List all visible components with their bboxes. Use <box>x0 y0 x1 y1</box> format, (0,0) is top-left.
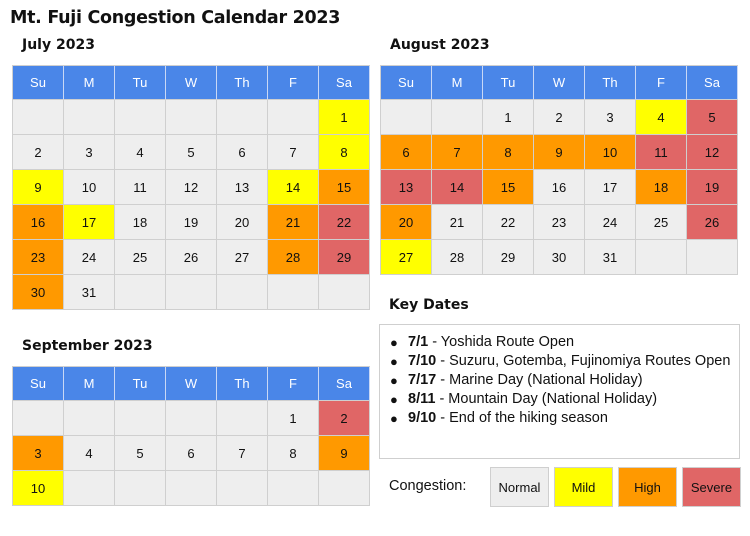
key-date-text: - Mountain Day (National Holiday) <box>435 391 658 407</box>
day-cell: 2 <box>13 135 64 170</box>
day-cell: 13 <box>217 170 268 205</box>
day-cell: 11 <box>636 135 687 170</box>
key-date-text: - Marine Day (National Holiday) <box>436 372 643 388</box>
day-cell: 26 <box>687 205 738 240</box>
empty-cell <box>687 240 738 275</box>
weekday-header: Tu <box>483 66 534 100</box>
day-cell: 26 <box>166 240 217 275</box>
weekday-header: Th <box>217 66 268 100</box>
empty-cell <box>166 100 217 135</box>
day-cell: 7 <box>432 135 483 170</box>
weekday-header: F <box>268 367 319 401</box>
key-date-item <box>388 390 731 409</box>
page-title: Mt. Fuji Congestion Calendar 2023 <box>10 8 341 28</box>
weekday-header: W <box>534 66 585 100</box>
key-date-item <box>388 352 731 371</box>
day-cell: 25 <box>636 205 687 240</box>
month-title-august: August 2023 <box>390 37 490 53</box>
day-cell: 6 <box>217 135 268 170</box>
day-cell: 23 <box>534 205 585 240</box>
legend-severe: Severe <box>682 467 741 507</box>
day-cell: 24 <box>585 205 636 240</box>
key-date-item <box>388 409 731 428</box>
weekday-header: Tu <box>115 66 166 100</box>
day-cell: 23 <box>13 240 64 275</box>
weekday-header: W <box>166 66 217 100</box>
bullet-icon: ● <box>390 392 398 407</box>
day-cell: 29 <box>483 240 534 275</box>
day-cell: 9 <box>13 170 64 205</box>
weekday-header: W <box>166 367 217 401</box>
day-cell: 27 <box>217 240 268 275</box>
weekday-header: Sa <box>687 66 738 100</box>
day-cell: 5 <box>115 436 166 471</box>
day-cell: 18 <box>636 170 687 205</box>
day-cell: 10 <box>585 135 636 170</box>
weekday-header: Su <box>13 367 64 401</box>
empty-cell <box>381 100 432 135</box>
day-cell: 10 <box>64 170 115 205</box>
month-title-september: September 2023 <box>22 338 153 354</box>
empty-cell <box>217 401 268 436</box>
empty-cell <box>268 275 319 310</box>
day-cell: 11 <box>115 170 166 205</box>
key-dates-list <box>388 333 731 428</box>
day-cell: 20 <box>217 205 268 240</box>
key-date-text: - End of the hiking season <box>436 410 608 426</box>
day-cell: 1 <box>319 100 370 135</box>
day-cell: 22 <box>483 205 534 240</box>
day-cell: 29 <box>319 240 370 275</box>
day-cell: 24 <box>64 240 115 275</box>
day-cell: 21 <box>268 205 319 240</box>
day-cell: 31 <box>64 275 115 310</box>
day-cell: 30 <box>534 240 585 275</box>
day-cell: 2 <box>534 100 585 135</box>
calendar-august <box>380 65 738 275</box>
key-date-date: 7/17 <box>408 372 437 388</box>
day-cell: 2 <box>319 401 370 436</box>
key-dates-title: Key Dates <box>389 297 469 313</box>
empty-cell <box>115 275 166 310</box>
month-title-july: July 2023 <box>22 37 95 53</box>
bullet-icon: ● <box>390 373 398 388</box>
weekday-header: M <box>64 367 115 401</box>
weekday-header: M <box>64 66 115 100</box>
empty-cell <box>636 240 687 275</box>
empty-cell <box>217 471 268 506</box>
day-cell: 1 <box>483 100 534 135</box>
key-date-text: - Yoshida Route Open <box>428 334 575 350</box>
day-cell: 14 <box>268 170 319 205</box>
day-cell: 17 <box>64 205 115 240</box>
day-cell: 12 <box>166 170 217 205</box>
bullet-icon: ● <box>390 354 398 369</box>
weekday-header: M <box>432 66 483 100</box>
key-dates-box <box>379 324 740 459</box>
day-cell: 9 <box>534 135 585 170</box>
day-cell: 4 <box>115 135 166 170</box>
day-cell: 27 <box>381 240 432 275</box>
empty-cell <box>166 471 217 506</box>
empty-cell <box>166 401 217 436</box>
day-cell: 30 <box>13 275 64 310</box>
day-cell: 5 <box>687 100 738 135</box>
day-cell: 16 <box>534 170 585 205</box>
day-cell: 14 <box>432 170 483 205</box>
key-date-date: 7/1 <box>408 334 429 350</box>
empty-cell <box>432 100 483 135</box>
congestion-legend-label: Congestion: <box>389 478 467 494</box>
day-cell: 15 <box>319 170 370 205</box>
weekday-header: F <box>268 66 319 100</box>
calendar-july <box>12 65 370 310</box>
day-cell: 7 <box>268 135 319 170</box>
empty-cell <box>319 275 370 310</box>
day-cell: 17 <box>585 170 636 205</box>
empty-cell <box>319 471 370 506</box>
bullet-icon: ● <box>390 335 398 350</box>
day-cell: 3 <box>585 100 636 135</box>
key-date-date: 9/10 <box>408 410 437 426</box>
day-cell: 20 <box>381 205 432 240</box>
empty-cell <box>217 275 268 310</box>
empty-cell <box>166 275 217 310</box>
key-date-date: 7/10 <box>408 353 437 369</box>
day-cell: 31 <box>585 240 636 275</box>
empty-cell <box>268 471 319 506</box>
day-cell: 22 <box>319 205 370 240</box>
day-cell: 18 <box>115 205 166 240</box>
weekday-header: Th <box>217 367 268 401</box>
weekday-header: Sa <box>319 66 370 100</box>
empty-cell <box>13 401 64 436</box>
weekday-header: Tu <box>115 367 166 401</box>
empty-cell <box>64 100 115 135</box>
day-cell: 6 <box>381 135 432 170</box>
empty-cell <box>268 100 319 135</box>
weekday-header: Sa <box>319 367 370 401</box>
day-cell: 13 <box>381 170 432 205</box>
day-cell: 3 <box>13 436 64 471</box>
legend-mild: Mild <box>554 467 613 507</box>
weekday-header: Su <box>13 66 64 100</box>
day-cell: 6 <box>166 436 217 471</box>
day-cell: 28 <box>432 240 483 275</box>
day-cell: 4 <box>636 100 687 135</box>
day-cell: 8 <box>483 135 534 170</box>
day-cell: 9 <box>319 436 370 471</box>
empty-cell <box>64 471 115 506</box>
day-cell: 21 <box>432 205 483 240</box>
empty-cell <box>115 471 166 506</box>
day-cell: 8 <box>268 436 319 471</box>
key-date-item <box>388 333 731 352</box>
day-cell: 7 <box>217 436 268 471</box>
empty-cell <box>64 401 115 436</box>
empty-cell <box>115 401 166 436</box>
day-cell: 12 <box>687 135 738 170</box>
weekday-header: Su <box>381 66 432 100</box>
key-date-date: 8/11 <box>408 391 436 407</box>
empty-cell <box>115 100 166 135</box>
key-date-text: - Suzuru, Gotemba, Fujinomiya Routes Open <box>436 353 731 369</box>
day-cell: 5 <box>166 135 217 170</box>
legend-normal: Normal <box>490 467 549 507</box>
day-cell: 25 <box>115 240 166 275</box>
day-cell: 16 <box>13 205 64 240</box>
day-cell: 8 <box>319 135 370 170</box>
calendar-september <box>12 366 370 506</box>
day-cell: 19 <box>166 205 217 240</box>
day-cell: 15 <box>483 170 534 205</box>
day-cell: 1 <box>268 401 319 436</box>
day-cell: 4 <box>64 436 115 471</box>
day-cell: 28 <box>268 240 319 275</box>
key-date-item <box>388 371 731 390</box>
day-cell: 3 <box>64 135 115 170</box>
empty-cell <box>13 100 64 135</box>
empty-cell <box>217 100 268 135</box>
legend-high: High <box>618 467 677 507</box>
weekday-header: F <box>636 66 687 100</box>
weekday-header: Th <box>585 66 636 100</box>
day-cell: 10 <box>13 471 64 506</box>
bullet-icon: ● <box>390 411 398 426</box>
day-cell: 19 <box>687 170 738 205</box>
